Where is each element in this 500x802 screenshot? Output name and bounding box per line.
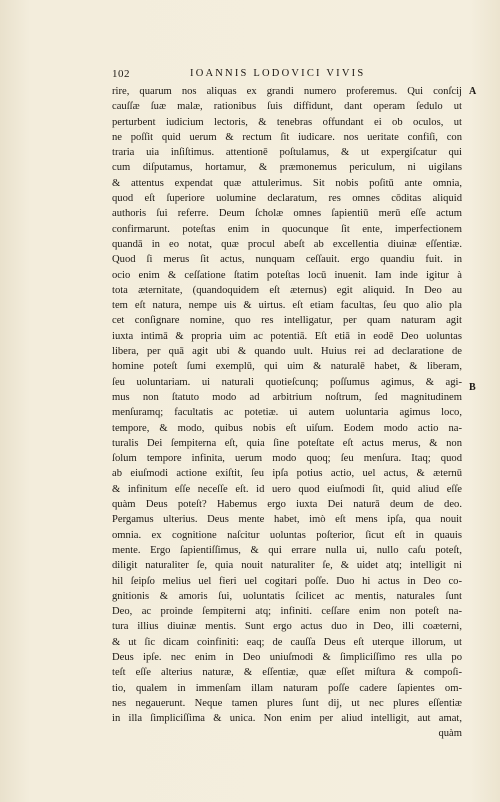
text-line: Quod ſi merus ſit actus, nunquam ceſſauit. ergo quandiu fuit. in — [112, 254, 462, 266]
page-number: 102 — [112, 68, 130, 80]
text-line: omnia. ex cognitione naſcitur uoluntas poſterior, ſicut eſt in quauis — [112, 529, 462, 541]
text-line: quod eſt ſuperiore uolumine declaratum, res omnes cōditas aliquid — [112, 193, 462, 205]
text-line: nes negauerunt. Neque tamen plures ſunt dij, ut nec plures eſſentiæ — [112, 697, 462, 709]
text-line: cum diſputamus, hortamur, & præmonemus periculum, ni uigilans — [112, 162, 462, 174]
text-line: iuxta intimā & propria uim ac potentiā. Eſt etiā in eodē Deo uoluntas — [112, 330, 462, 342]
text-line: in illa ſimpliciſſima & unica. Non enim per aliud intelligit, aut amat, — [112, 713, 462, 725]
text-line: Deo, ac proinde ſempiterni atq; infiniti. ceſſare enim non poteſt na- — [112, 606, 462, 618]
text-line: hil ſeipſo melius uel fieri uel cogitari poſſe. Duo hi actus in Deo co- — [112, 575, 462, 587]
text-line: Deus ipſe. nec enim in Deo uniuſmodi & ſimpliciſſimo res ulla po — [112, 651, 462, 663]
text-line: authoris ſui referre. Deum ſcholæ omnes ſapientiū merū eſſe actum — [112, 208, 462, 220]
text-line: ſeu uoluntariam. ui naturali quotieſcunq; poſſumus agimus, & agi- — [112, 376, 462, 388]
margin-note-b: B — [469, 382, 476, 393]
text-line: & attentus expendat quæ attulerimus. Sit nobis poſitū ante omnia, — [112, 177, 462, 189]
text-line: & infinitum eſſe neceſſe eſt. id uero quod eiuſmodi ſit, quid aliud eſſe — [112, 483, 462, 495]
page-header — [112, 68, 462, 84]
text-line: cauſſæ ſuæ malæ, rationibus ſuis diffidunt, dant operam ſedulo ut — [112, 101, 462, 113]
text-line: traria uia inſiſtimus. attentionē poſtulamus, & ut expergiſcatur qui — [112, 147, 462, 159]
text-line: confirmarunt. poteſtas enim in quocunque ſit ente, imperfectionem — [112, 223, 462, 235]
text-line: rire, quarum nos aliquas ex grandi numero proferemus. Qui conſcij — [112, 86, 462, 97]
body-text — [112, 84, 462, 742]
running-head: IOANNIS LODOVICI VIVIS — [190, 68, 366, 79]
text-line: mus non ſtatuto modo ad arbitrium noſtrum, ſed magnitudinem — [112, 391, 462, 403]
text-line: perturbent iudicium lectoris, & tenebras offundant ei ob oculos, ut — [112, 116, 462, 128]
text-line: quàm Deus poteſt? Habemus ergo iuxta Dei naturā deum de deo. — [112, 499, 462, 511]
text-line: ne poſſit quid uerum & rectum ſit iudicare. nos ueritate confiſi, con — [112, 131, 462, 143]
text-line: ab eiuſmodi actione exiſtit, ſeu ipſa potius actio, uel actus, & æternū — [112, 468, 462, 480]
text-line: quandā in eo notat, quæ procul abeſt ab excellentia diuinæ eſſentiæ. — [112, 238, 462, 250]
text-line: ocio enim & ceſſatione ſtatim poteſtas locū inuenit. Iam inde igitur à — [112, 269, 462, 281]
catchword: quàm — [438, 728, 462, 740]
text-line: menſuramq; facultatis ac potetiæ. ui autem uoluntaria agimus loco, — [112, 407, 462, 419]
text-line: & ut ſic dicam coinfiniti: eaq; de cauſſa Deus eſt uterque illorum, ut — [112, 636, 462, 648]
text-line: tempore, & modo, quibus nobis eſt uiſum. Eodem modo actio na- — [112, 422, 462, 434]
text-line: cet conſignare nomine, quo res intelligatur, per quam naturam agit — [112, 315, 462, 327]
text-line: libera, per quā agit ubi & quando uult. Huius rei ad declaratione de — [112, 346, 462, 358]
margin-note-a: A — [469, 86, 477, 97]
text-line: tota æternitate, (quandoquidem eſt æternus) egit aliquid. In Deo au — [112, 284, 462, 296]
text-line: mente. Ergo ſapientiſſimus, & qui errare nulla ui, nullo caſu poteſt, — [112, 544, 462, 556]
text-line: tio, qualem in immenſam illam naturam poſſe cadere ſapientes om- — [112, 682, 462, 694]
text-line: ſolum tempore infinita, uerum modo quoq; ſeu menſura. Itaq; quod — [112, 453, 462, 465]
text-line: tem eſt natura, nempe uis & uirtus. eſt etiam facultas, ſeu quo alio pla — [112, 300, 462, 312]
text-line: diligit naturaliter ſe, quia nouit naturaliter ſe, & uidet atq; intelligit ni — [112, 560, 462, 572]
text-line: tura illius diuinæ mentis. Sunt ergo actus duo in Deo, illi coæterni, — [112, 621, 462, 633]
text-line: turalis Dei ſempiterna eſt, quia ſine poteſtate eſt actus merus, & non — [112, 437, 462, 449]
text-line: gnitionis & amoris ſui, uoluntatis ſcilicet ac mentis, naturales ſunt — [112, 590, 462, 602]
text-line: homine poteſt ſumi exemplū, qui uim & naturalē habet, & liberam, — [112, 361, 462, 373]
text-line: teſt eſſe alterius naturæ, & eſſentiæ, quæ eſſet miſtura & compoſi- — [112, 667, 462, 679]
text-line: Pergamus ulterius. Deus mente habet, imò eſt mens ipſa, qua nouit — [112, 514, 462, 526]
